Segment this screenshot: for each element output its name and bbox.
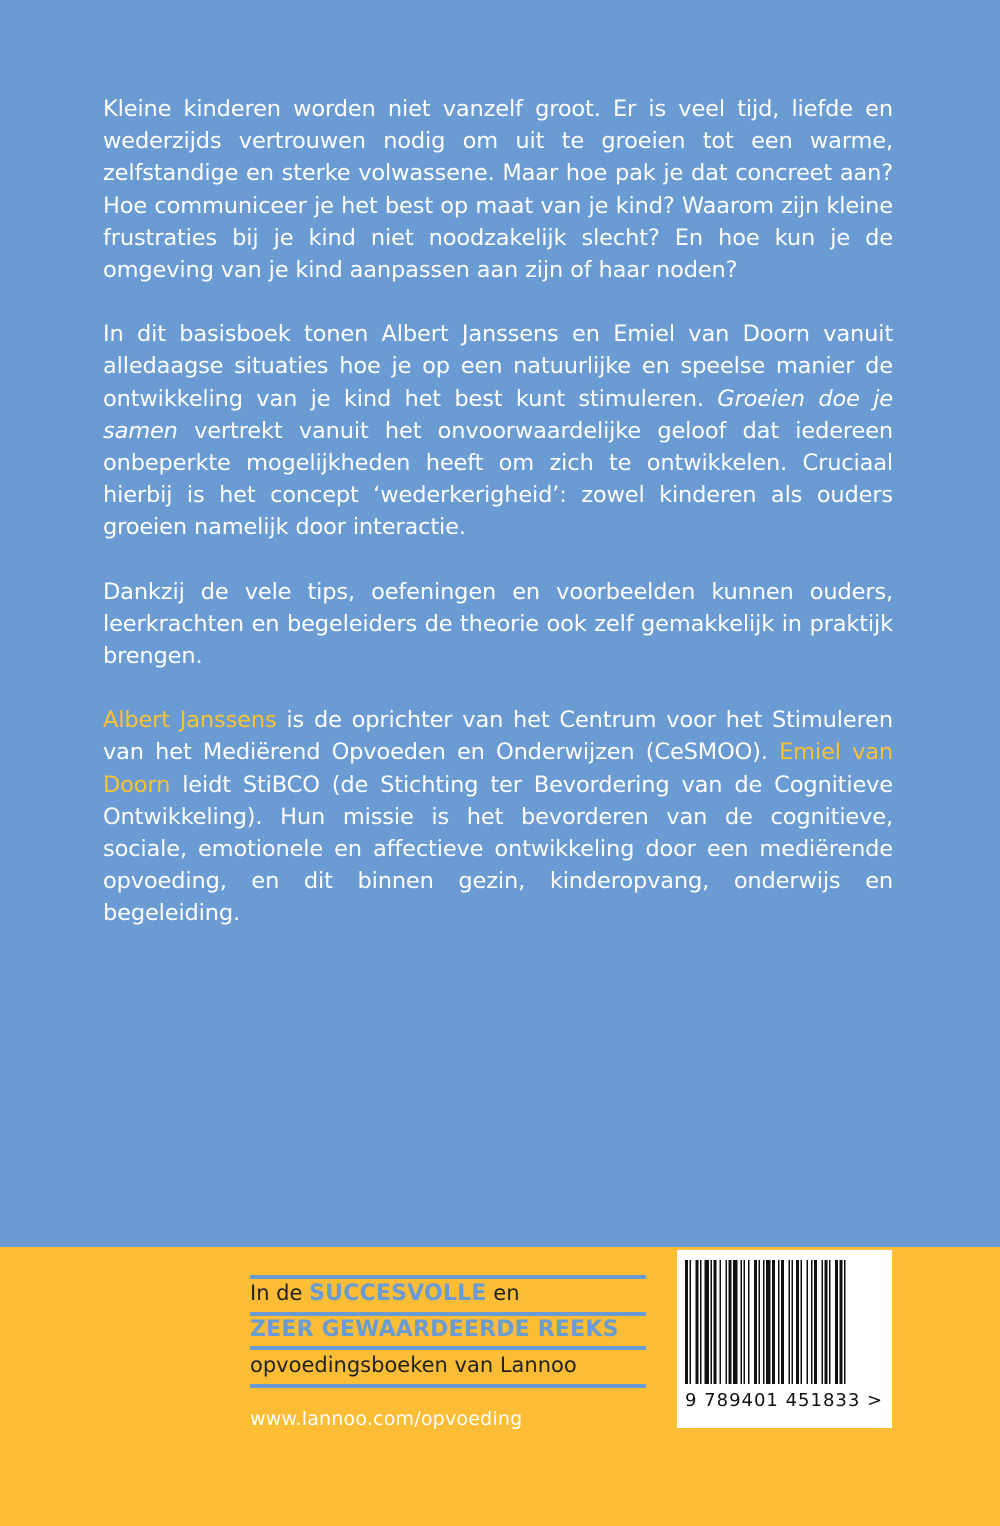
series-line-3: opvoedingsboeken van Lannoo	[250, 1353, 577, 1377]
barcode-bar	[754, 1260, 757, 1384]
blurb-text: is de oprichter van het Centrum voor het Stimuleren van het Mediërend Opvoeden en Onderwijzen (CeSMOO).	[103, 707, 893, 766]
barcode-bar	[711, 1260, 713, 1384]
barcode-bar	[726, 1260, 728, 1384]
barcode-bar	[685, 1260, 688, 1384]
barcode-bar	[748, 1260, 750, 1384]
barcode-bar	[690, 1260, 692, 1384]
barcode-bar	[801, 1260, 803, 1384]
barcode-bar	[696, 1260, 699, 1384]
back-cover-blurb	[103, 93, 893, 930]
isbn-barcode	[677, 1250, 892, 1428]
blurb-text: In dit basisboek tonen Albert Janssens en Emiel van Doorn vanuit alledaagse situaties hoe je op een natuurlijke en speelse manier de ontwikkeling van je kind het best kunt stimuleren.	[103, 321, 893, 412]
barcode-bar	[729, 1260, 732, 1384]
series-rule-bottom	[250, 1384, 646, 1388]
series-rule-middle	[250, 1312, 646, 1316]
barcode-bar	[705, 1260, 710, 1384]
barcode-bar	[733, 1260, 738, 1384]
series-emphasis: ZEER GEWAARDEERDE REEKS	[250, 1317, 619, 1342]
series-emphasis: SUCCESVOLLE	[309, 1281, 487, 1306]
isbn-number: 9 789401 451833 >	[685, 1390, 884, 1411]
barcode-bar	[720, 1260, 722, 1384]
book-title: Groeien doe je samen	[103, 385, 893, 444]
barcode-bar	[714, 1260, 717, 1384]
barcode-bar	[778, 1260, 780, 1384]
blurb-text: vertrekt vanuit het onvoorwaardelijke geloof dat iedereen onbeperkte mogelijkheden heeft om zich te ontwikkelen. Cruciaal hierbij is het concept ‘wederkerigheid’: zowel kinderen als ouders groeien namelijk door interactie.	[103, 417, 893, 541]
barcode-bar	[789, 1260, 791, 1384]
barcode-bar	[835, 1260, 838, 1384]
barcode-bar	[807, 1260, 809, 1384]
series-rule-top	[250, 1275, 646, 1279]
barcode-bar	[700, 1260, 702, 1384]
series-rule-lower	[250, 1346, 646, 1350]
barcode-bar	[741, 1260, 743, 1384]
barcode-bar	[822, 1260, 824, 1384]
barcode-bar	[766, 1260, 771, 1384]
author-name-emiel: Emiel van Doorn	[103, 739, 893, 798]
barcode-bar	[744, 1260, 746, 1384]
series-text: en	[486, 1281, 520, 1305]
blurb-paragraph-intro: Kleine kinderen worden niet vanzelf groot. Er is veel tijd, liefde en wederzijds vertrouwen nodig om uit te groeien tot een warme, zelfstandige en sterke volwassene. Maar hoe pak je dat concreet aan? Hoe communiceer je het best op maat van je kind? Waarom zijn kleine frustraties bij je kind niet noodzakelijk slecht? En hoe kun je de omgeving van je kind aanpassen aan zijn of haar noden?	[103, 96, 893, 284]
barcode-bar	[759, 1260, 761, 1384]
blurb-paragraph-authors	[103, 704, 893, 929]
barcode-bar	[814, 1260, 817, 1384]
series-text: In de	[250, 1281, 310, 1305]
barcode-bar	[781, 1260, 784, 1384]
barcode-bar	[772, 1260, 775, 1384]
barcode-bar	[811, 1260, 813, 1384]
blurb-text: leidt StiBCO (de Stichting ter Bevordering van de Cognitieve Ontwikkeling). Hun missie is het bevorderen van de cognitieve, sociale, emotionele en affectieve ontwikkeling door een mediërende opvoeding, en dit binnen gezin, kinderopvang, onderwijs en begeleiding.	[103, 771, 893, 927]
barcode-bar	[844, 1260, 846, 1384]
barcode-bar	[840, 1260, 843, 1384]
blurb-paragraph-book	[103, 318, 893, 543]
barcode-bar	[796, 1260, 799, 1384]
barcode-bar	[792, 1260, 794, 1384]
series-line-2	[250, 1317, 619, 1342]
author-name-albert: Albert Janssens	[103, 707, 277, 734]
series-line-1	[250, 1281, 520, 1306]
barcode-bar	[763, 1260, 765, 1384]
publisher-url[interactable]: www.lannoo.com/opvoeding	[250, 1408, 523, 1430]
barcode-bar	[829, 1260, 831, 1384]
barcode-bar	[825, 1260, 828, 1384]
blurb-paragraph-tips: Dankzij de vele tips, oefeningen en voorbeelden kunnen ouders, leerkrachten en begeleiders de theorie ook zelf gemakkelijk in praktijk brengen.	[103, 578, 893, 670]
